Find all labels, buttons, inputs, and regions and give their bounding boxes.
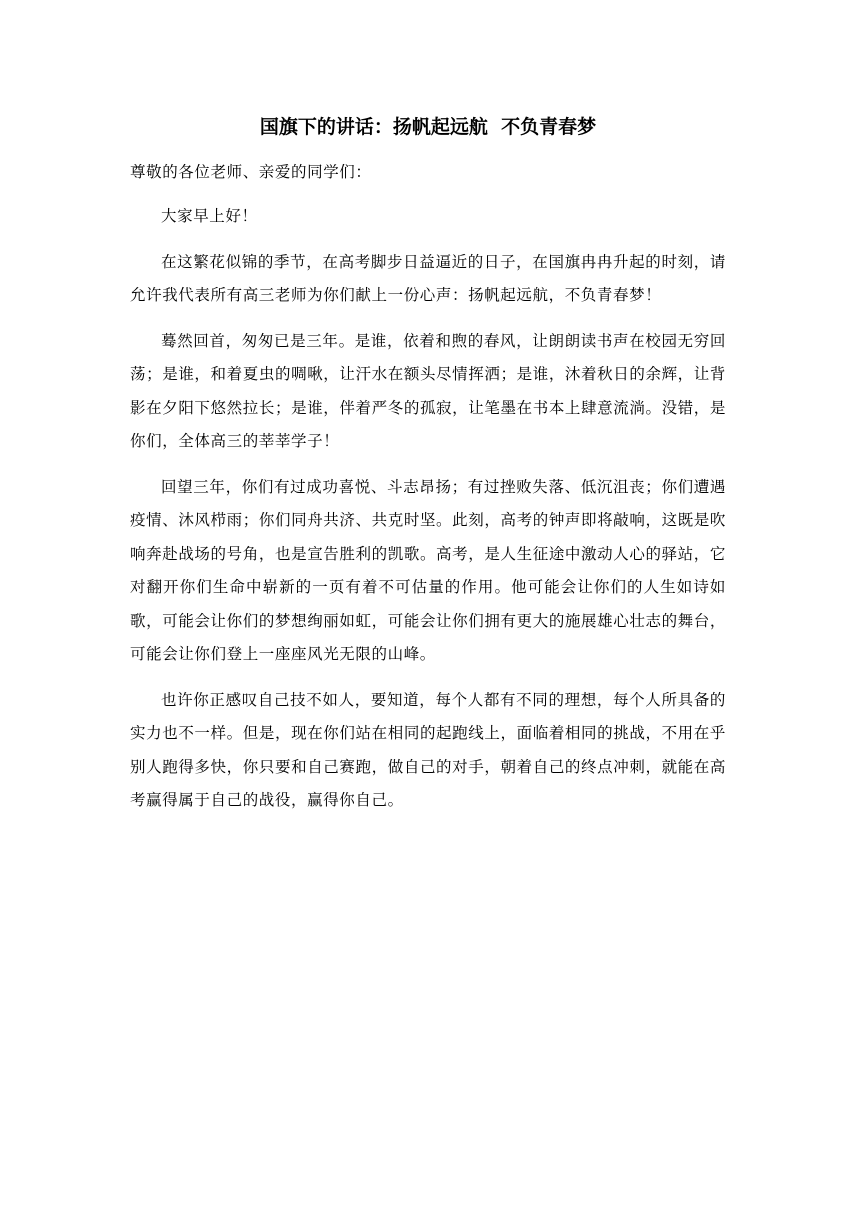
paragraph-greeting: 大家早上好！ — [161, 207, 258, 225]
paragraph-encouragement: 也许你正感叹自己技不如人，要知道，每个人都有不同的理想，每个人所具备的实力也不一样。但是，现在你们站在相同的起跑线上，面临着相同的挑战，不用在乎别人跑得多快，你只要和自己赛跑，做自己的对手，朝着自己的终点冲刺，就能在高考赢得属于自己的战役，赢得你自己。 — [130, 690, 726, 809]
paragraph-intro: 在这繁花似锦的季节，在高考脚步日益逼近的日子，在国旗冉冉升起的时刻，请允许我代表所有高三老师为你们献上一份心声：扬帆起远航，不负青春梦！ — [130, 252, 726, 304]
page-title: 国旗下的讲话：扬帆起远航 不负青春梦 — [259, 116, 597, 138]
salutation: 尊敬的各位老师、亲爱的同学们： — [130, 163, 372, 181]
paragraph-memories: 蓦然回首，匆匆已是三年。是谁，依着和煦的春风，让朗朗读书声在校园无穷回荡；是谁，和着夏虫的啁啾，让汗水在额头尽情挥洒；是谁，沐着秋日的余辉，让背影在夕阳下悠然拉长；是谁，伴着严冬的孤寂，让笔墨在书本上肆意流淌。没错，是你们，全体高三的莘莘学子！ — [130, 331, 726, 450]
paragraph-review: 回望三年，你们有过成功喜悦、斗志昂扬；有过挫败失落、低沉沮丧；你们遭遇疫情、沐风栉雨；你们同舟共济、共克时坚。此刻，高考的钟声即将敲响，这既是吹响奔赴战场的号角，也是宣告胜利的凯歌。高考，是人生征途中激动人心的驿站，它对翻开你们生命中崭新的一页有着不可估量的作用。他可能会让你们的人生如诗如歌，可能会让你们的梦想绚丽如虹，可能会让你们拥有更大的施展雄心壮志的舞台，可能会让你们登上一座座风光无限的山峰。 — [130, 477, 726, 663]
document-page — [130, 112, 726, 830]
